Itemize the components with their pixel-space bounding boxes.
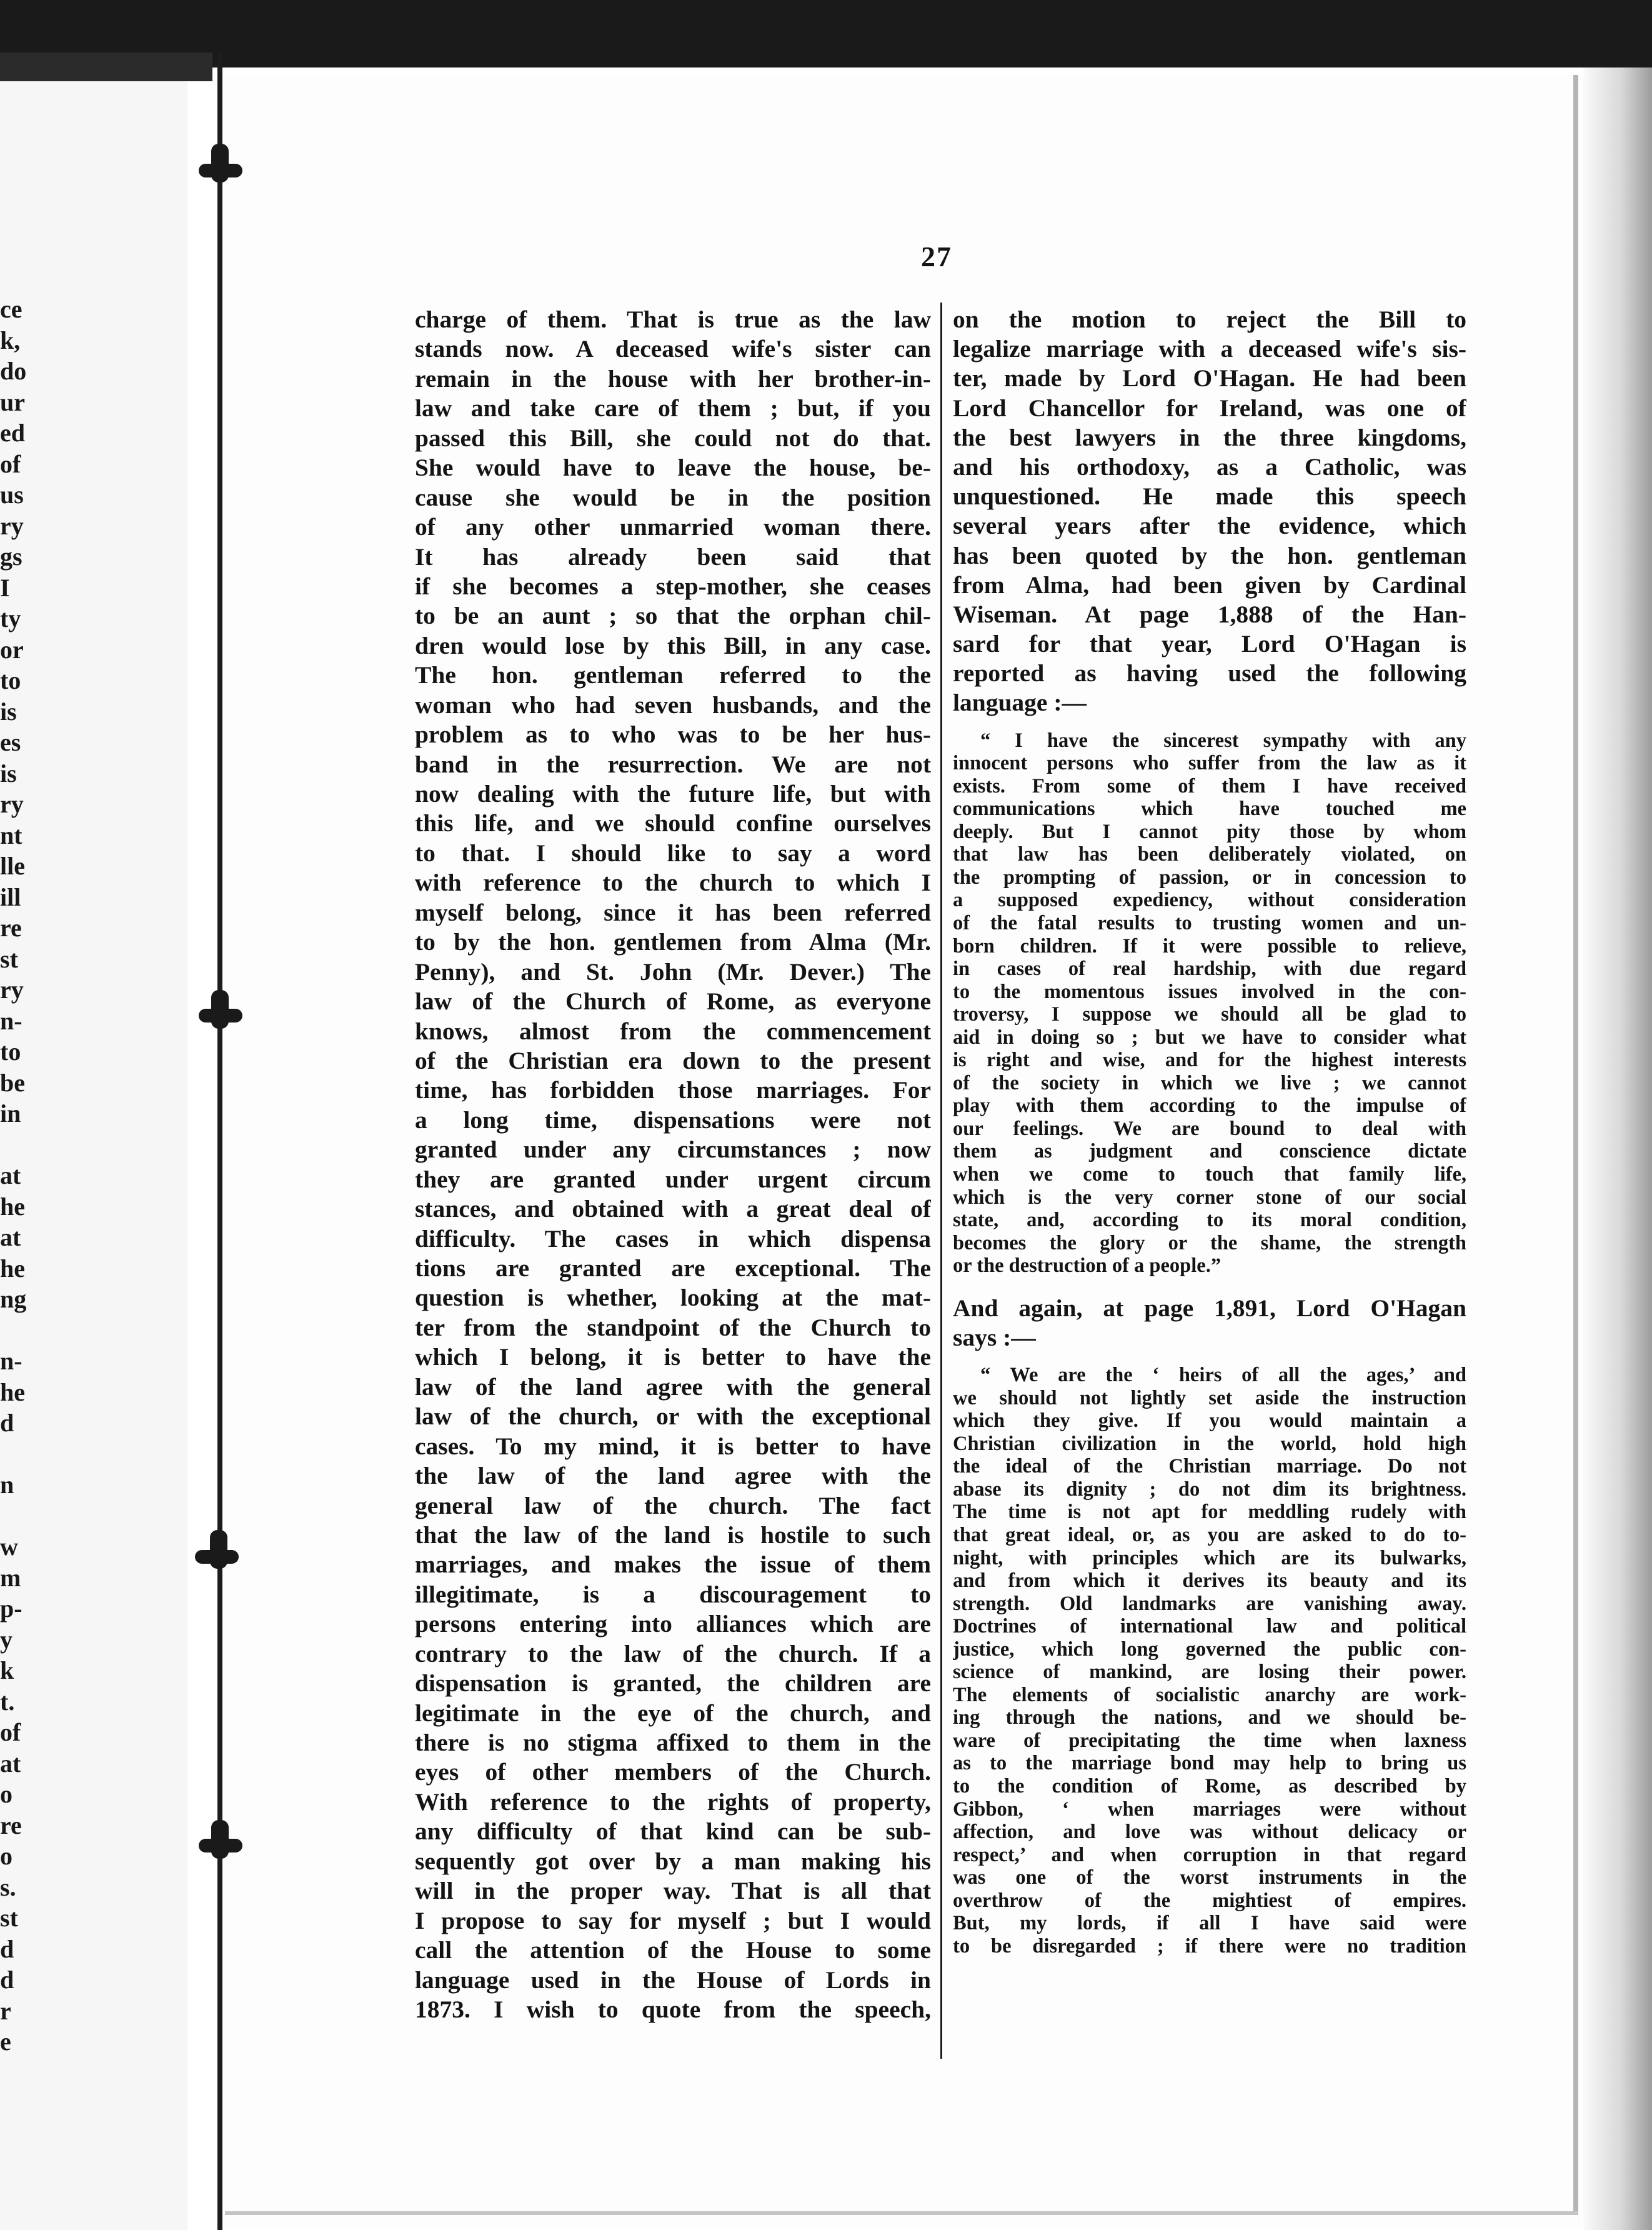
previous-page-fragment: or — [0, 635, 24, 664]
quote-line: a supposed expediency, without consideration — [953, 889, 1466, 912]
text-line: Lord Chancellor for Ireland, was one of — [953, 394, 1466, 422]
previous-page-fragment: es — [0, 728, 21, 756]
quotation-second — [953, 1364, 1466, 1958]
quote-line: when we come to touch that family life, — [953, 1163, 1466, 1186]
binding-stitch-knot — [211, 990, 229, 1029]
text-line: ter, made by Lord O'Hagan. He had been — [953, 364, 1466, 392]
text-line: eyes of other members of the Church. — [415, 1758, 931, 1786]
quote-line: “ I have the sincerest sympathy with any — [980, 729, 1466, 752]
previous-page-fragment: to — [0, 666, 21, 694]
previous-page-fragment: y — [0, 1625, 12, 1654]
previous-page-fragment: ill — [0, 882, 21, 911]
text-line: legitimate in the eye of the church, and — [415, 1699, 931, 1727]
quote-line: science of mankind, are losing their power. — [953, 1661, 1466, 1684]
quote-line: was one of the worst instruments in the — [953, 1866, 1466, 1889]
text-line: woman who had seven husbands, and the — [415, 691, 931, 719]
text-line: if she becomes a step-mother, she ceases — [415, 572, 931, 600]
text-line: tions are granted are exceptional. The — [415, 1254, 931, 1282]
previous-page-fragment: d — [0, 1409, 14, 1437]
text-line: illegitimate, is a discouragement to — [415, 1580, 931, 1608]
text-line: the best lawyers in the three kingdoms, — [953, 423, 1466, 451]
text-line: to by the hon. gentlemen from Alma (Mr. — [415, 928, 931, 956]
previous-page-fragment: to — [0, 1038, 21, 1066]
previous-page-fragment: in — [0, 1099, 21, 1128]
text-line: Wiseman. At page 1,888 of the Han- — [953, 600, 1466, 628]
previous-page-fragment: of — [0, 449, 21, 478]
quote-line: to the condition of Rome, as described by — [953, 1774, 1466, 1798]
text-line: call the attention of the House to some — [415, 1936, 931, 1964]
text-line: several years after the evidence, which — [953, 512, 1466, 540]
quote-line: the prompting of passion, or in concession to — [953, 866, 1466, 889]
previous-page-fragment: at — [0, 1223, 21, 1251]
text-line: any difficulty of that kind can be sub- — [415, 1818, 931, 1846]
text-line: and his orthodoxy, as a Catholic, was — [953, 452, 1466, 481]
binding-stitch-knot — [210, 1530, 227, 1569]
previous-page-fragment: us — [0, 481, 24, 509]
quote-line: innocent persons who suffer from the law as it — [953, 752, 1466, 775]
page-bottom-edge — [225, 2211, 1578, 2215]
page-number: 27 — [921, 241, 952, 272]
quote-line: affection, and love was without delicacy or — [953, 1821, 1466, 1844]
text-line: from Alma, had been given by Cardinal — [953, 571, 1466, 599]
text-line: cases. To my mind, it is better to have — [415, 1432, 931, 1460]
text-line: language :— — [953, 689, 1087, 717]
quote-line: night, with principles which are its bulwarks, — [953, 1546, 1466, 1569]
text-line: the law of the land agree with the — [415, 1462, 931, 1490]
previous-page-fragment: st — [0, 944, 18, 973]
quote-line: “ We are the ‘ heirs of all the ages,’ and — [980, 1364, 1466, 1387]
quotation-first — [953, 729, 1466, 1278]
previous-page-fragment: d — [0, 1934, 14, 1963]
text-line: band in the resurrection. We are not — [415, 750, 931, 778]
previous-page-fragment — [0, 1129, 50, 1161]
quote-line: communications which have touched me — [953, 798, 1466, 821]
text-line: this life, and we should confine ourselves — [415, 809, 931, 838]
text-line: there is no stigma affixed to them in the — [415, 1729, 931, 1756]
previous-page-fragment: at — [0, 1749, 21, 1778]
paragraph-again — [953, 1294, 1466, 1352]
text-line: says :— — [953, 1323, 1036, 1351]
quote-line: Christian civilization in the world, hold high — [953, 1432, 1466, 1455]
paragraph-intro — [953, 305, 1466, 718]
text-line: general law of the church. The fact — [415, 1491, 931, 1519]
text-line: cause she would be in the position — [415, 483, 931, 511]
previous-page-fragment: re — [0, 914, 22, 942]
text-line: that the law of the land is hostile to such — [415, 1521, 931, 1549]
quote-line: respect,’ and when corruption in that regard — [953, 1843, 1466, 1866]
right-edge-shadow — [1583, 68, 1652, 2230]
quote-line: abase its dignity ; do not dim its brightness. — [953, 1478, 1466, 1501]
text-line: 1873. I wish to quote from the speech, — [415, 1995, 931, 2023]
text-line: a long time, dispensations were not — [415, 1106, 931, 1134]
previous-page-fragment: p- — [0, 1594, 22, 1622]
text-line: with reference to the church to which I — [415, 869, 931, 897]
column-divider — [940, 302, 942, 2059]
previous-page-fragment: he — [0, 1254, 25, 1282]
previous-page-fragment: m — [0, 1563, 21, 1592]
text-line: sequently got over by a man making his — [415, 1847, 931, 1875]
left-text-column — [415, 305, 931, 2024]
text-line: law of the church, or with the exceptional — [415, 1402, 931, 1431]
text-line: law of the land agree with the general — [415, 1372, 931, 1401]
previous-page-fragment: d — [0, 1966, 14, 1994]
quote-line: to be disregarded ; if there were no tradition — [953, 1934, 1466, 1958]
text-line: of the Christian era down to the present — [415, 1046, 931, 1074]
previous-page-fragment: ty — [0, 604, 21, 632]
quote-line: them as judgment and conscience dictate — [953, 1140, 1466, 1163]
text-line: difficulty. The cases in which dispensa — [415, 1224, 931, 1252]
previous-page-fragment — [0, 1501, 50, 1532]
quote-line: ing through the nations, and we should be- — [953, 1706, 1466, 1729]
text-line: persons entering into alliances which are — [415, 1610, 931, 1638]
previous-page-fragment: s. — [0, 1872, 16, 1901]
previous-page-fragment: of — [0, 1718, 21, 1746]
previous-page-fragment — [0, 1315, 50, 1346]
text-line: question is whether, looking at the mat- — [415, 1284, 931, 1312]
previous-page-fragment: ry — [0, 511, 24, 540]
previous-page-fragment: ce — [0, 295, 22, 323]
text-line: they are granted under urgent circum — [415, 1165, 931, 1193]
quote-line: of the fatal results to trusting women and un- — [953, 912, 1466, 934]
previous-page-fragment: n- — [0, 1006, 22, 1035]
previous-page-fragment: lle — [0, 852, 25, 880]
binding-spine — [217, 52, 222, 2230]
text-line: granted under any circumstances ; now — [415, 1136, 931, 1164]
text-line: With reference to the rights of property, — [415, 1788, 931, 1816]
quote-line: overthrow of the mightiest of empires. — [953, 1889, 1466, 1912]
previous-page-fragment: n — [0, 1471, 14, 1499]
text-line: which I belong, it is better to have the — [415, 1343, 931, 1371]
quote-line: Doctrines of international law and political — [953, 1615, 1466, 1638]
previous-page-fragment: nt — [0, 821, 22, 849]
text-line: time, has forbidden those marriages. For — [415, 1076, 931, 1104]
quote-line: aid in doing so ; but we have to consider what — [953, 1026, 1466, 1049]
text-line: myself belong, since it has been referred — [415, 898, 931, 926]
quote-line: that law has been deliberately violated, on — [953, 843, 1466, 866]
previous-page-fragment: ur — [0, 388, 25, 416]
text-line: law of the Church of Rome, as everyone — [415, 988, 931, 1016]
previous-page-fragment: w — [0, 1532, 18, 1561]
quote-line: as to the marriage bond may help to bring us — [953, 1752, 1466, 1775]
previous-page-fragment: n- — [0, 1347, 22, 1375]
previous-page-fragment — [0, 1439, 50, 1470]
page-right-edge — [1573, 75, 1578, 2212]
previous-page-text-fragments — [0, 294, 50, 2058]
previous-page-fragment: e — [0, 2028, 11, 2056]
previous-page-fragment: k — [0, 1656, 14, 1684]
text-line: It has already been said that — [415, 542, 931, 571]
text-line: stands now. A deceased wife's sister can — [415, 335, 931, 363]
text-line: I propose to say for myself ; but I would — [415, 1906, 931, 1934]
previous-page-fragment: r — [0, 1996, 11, 2025]
quote-line: justice, which long governed the public con- — [953, 1638, 1466, 1661]
text-line: stances, and obtained with a great deal of — [415, 1195, 931, 1223]
quote-line: play with them according to the impulse of — [953, 1094, 1466, 1118]
quote-line: becomes the glory or the shame, the strength — [953, 1231, 1466, 1254]
binding-stitch-knot — [211, 1820, 229, 1859]
text-line: remain in the house with her brother-in- — [415, 364, 931, 392]
quote-line: But, my lords, if all I have said were — [953, 1912, 1466, 1935]
previous-page-top-shadow — [0, 52, 212, 81]
text-line: dren would lose by this Bill, in any case. — [415, 631, 931, 659]
text-line: legalize marriage with a deceased wife's sis- — [953, 335, 1466, 363]
text-line: problem as to who was to be her hus- — [415, 721, 931, 749]
quote-line: strength. Old landmarks are vanishing away. — [953, 1592, 1466, 1615]
binding-stitch-knot — [211, 144, 229, 182]
previous-page-fragment: ry — [0, 976, 24, 1004]
text-line: to be an aunt ; so that the orphan chil- — [415, 602, 931, 630]
previous-page-fragment: he — [0, 1378, 25, 1406]
previous-page-fragment: I — [0, 573, 10, 602]
quote-line: deeply. But I cannot pity those by whom — [953, 820, 1466, 843]
previous-page-fragment: gs — [0, 542, 22, 571]
quote-line: is right and wise, and for the highest interests — [953, 1049, 1466, 1072]
quote-line: The time is not apt for meddling rudely with — [953, 1501, 1466, 1524]
previous-page-fragment: at — [0, 1161, 21, 1189]
text-line: marriages, and makes the issue of them — [415, 1551, 931, 1579]
text-line: on the motion to reject the Bill to — [953, 306, 1466, 333]
text-line: reported as having used the following — [953, 659, 1466, 688]
text-line: now dealing with the future life, but with — [415, 780, 931, 808]
quote-line: troversy, I suppose we should all be glad to — [953, 1003, 1466, 1026]
previous-page-fragment: st — [0, 1904, 18, 1932]
quote-line: born children. If it were possible to relieve, — [953, 934, 1466, 958]
previous-page-fragment: o — [0, 1842, 12, 1870]
text-line: ter from the standpoint of the Church to — [415, 1313, 931, 1341]
text-line: knows, almost from the commencement — [415, 1017, 931, 1045]
quote-line: ware of precipitating the time when laxness — [953, 1729, 1466, 1752]
previous-page-fragment: ng — [0, 1285, 27, 1313]
quote-line: we should not lightly set aside the instruction — [953, 1386, 1466, 1409]
previous-page-fragment: k, — [0, 326, 21, 354]
previous-page-fragment: re — [0, 1811, 22, 1839]
previous-page-fragment: he — [0, 1192, 25, 1221]
quote-line: which they give. If you would maintain a — [953, 1409, 1466, 1432]
previous-page-fragment: ry — [0, 790, 24, 818]
text-line: contrary to the law of the church. If a — [415, 1639, 931, 1668]
quote-line: Gibbon, ‘ when marriages were without — [953, 1798, 1466, 1821]
quote-line: of the society in which we live ; we cannot — [953, 1071, 1466, 1094]
text-line: And again, at page 1,891, Lord O'Hagan — [953, 1294, 1466, 1322]
quote-line: in cases of real hardship, with due regard — [953, 958, 1466, 981]
text-line: of any other unmarried woman there. — [415, 513, 931, 541]
text-line: The hon. gentleman referred to the — [415, 661, 931, 689]
quote-line: exists. From some of them I have received — [953, 774, 1466, 798]
text-line: language used in the House of Lords in — [415, 1966, 931, 1994]
text-line: will in the proper way. That is all that — [415, 1877, 931, 1905]
text-line: sard for that year, Lord O'Hagan is — [953, 630, 1466, 658]
text-line: Penny), and St. John (Mr. Dever.) The — [415, 958, 931, 986]
text-line: charge of them. That is true as the law — [415, 306, 931, 333]
text-line: to that. I should like to say a word — [415, 839, 931, 867]
text-line: dispensation is granted, the children are — [415, 1669, 931, 1698]
quote-line: to the momentous issues involved in the con- — [953, 980, 1466, 1003]
right-text-column — [953, 305, 1466, 1958]
quote-line: which is the very corner stone of our social — [953, 1186, 1466, 1209]
previous-page-fragment: is — [0, 759, 17, 788]
text-line: passed this Bill, she could not do that. — [415, 424, 931, 452]
quote-line: The elements of socialistic anarchy are work- — [953, 1683, 1466, 1706]
text-line: has been quoted by the hon. gentleman — [953, 541, 1466, 569]
quote-line: state, and, according to its moral condition, — [953, 1209, 1466, 1232]
previous-page-fragment: t. — [0, 1687, 15, 1716]
previous-page-fragment: do — [0, 357, 27, 385]
quote-line: and from which it derives its beauty and its — [953, 1569, 1466, 1592]
quote-line: the ideal of the Christian marriage. Do not — [953, 1455, 1466, 1478]
previous-page-fragment: ed — [0, 419, 25, 447]
quote-line: that great ideal, or, as you are asked to do to- — [953, 1523, 1466, 1546]
previous-page-fragment: is — [0, 697, 17, 726]
text-line: She would have to leave the house, be- — [415, 454, 931, 482]
previous-page-fragment: be — [0, 1068, 25, 1097]
scanner-top-border — [0, 0, 1652, 68]
previous-page-fragment: o — [0, 1780, 12, 1808]
quote-line: or the destruction of a people.” — [953, 1254, 1222, 1278]
text-line: law and take care of them ; but, if you — [415, 394, 931, 422]
quote-line: our feelings. We are bound to deal with — [953, 1117, 1466, 1140]
text-line: unquestioned. He made this speech — [953, 482, 1466, 511]
